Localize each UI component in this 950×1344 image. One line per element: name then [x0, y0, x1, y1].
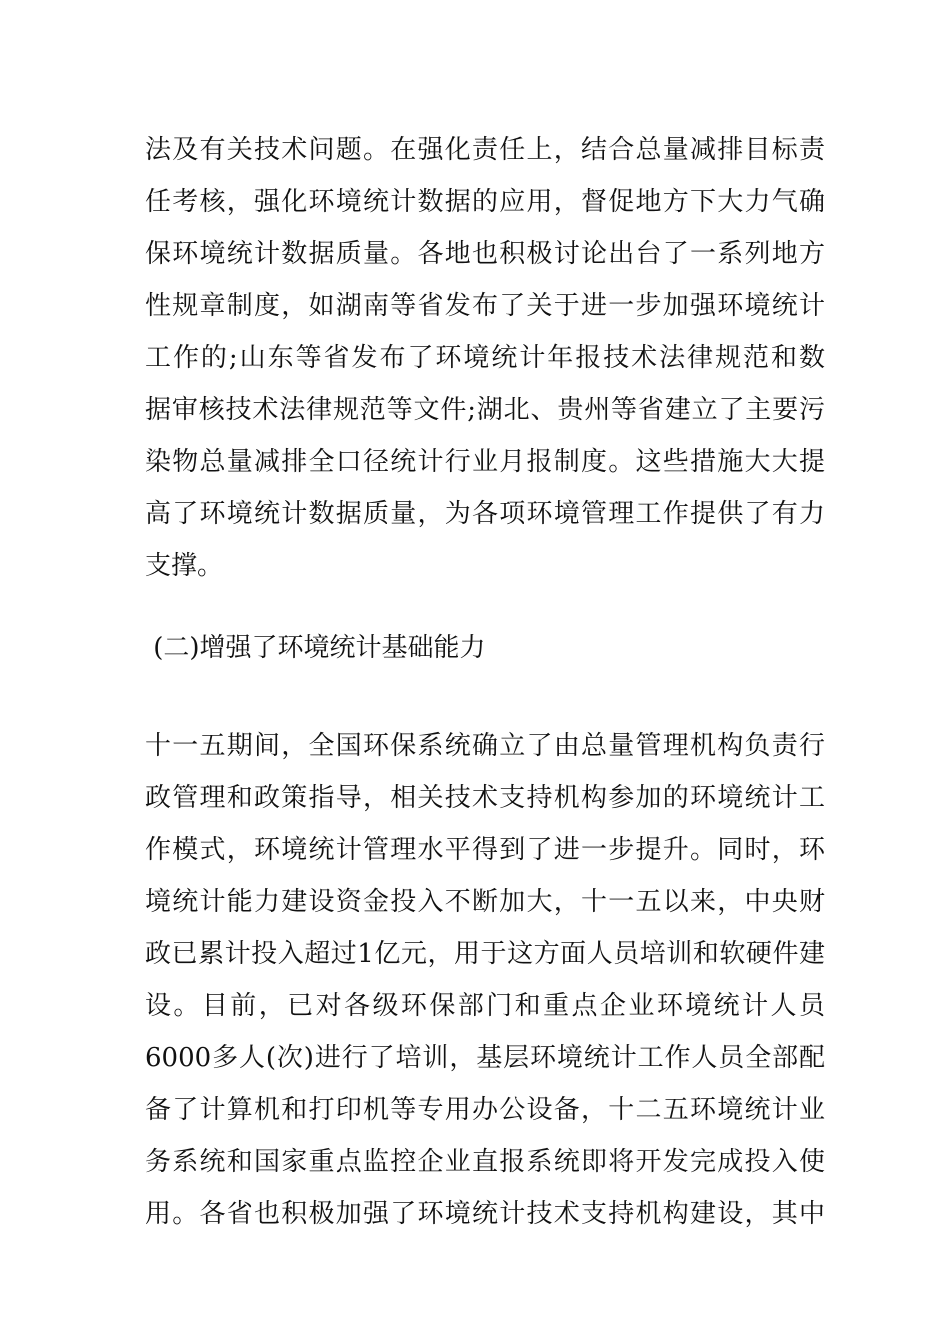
paragraph-2	[145, 720, 825, 1240]
text-line: 高了环境统计数据质量，为各项环境管理工作提供了有力	[145, 499, 825, 529]
text-line: 备了计算机和打印机等专用办公设备，十二五环境统计业	[145, 1095, 825, 1125]
text-line: 作模式，环境统计管理水平得到了进一步提升。同时，环	[145, 835, 825, 865]
text-line: 法及有关技术问题。在强化责任上，结合总量减排目标责	[145, 135, 825, 165]
text-line: 政管理和政策指导，相关技术支持机构参加的环境统计工	[145, 783, 825, 813]
text-line: 任考核，强化环境统计数据的应用，督促地方下大力气确	[145, 187, 825, 217]
text-line-last: 支撑。	[145, 551, 224, 581]
section-heading	[145, 622, 825, 674]
text-line: 十一五期间，全国环保系统确立了由总量管理机构负责行	[145, 731, 825, 761]
section-heading-text: (二)增强了环境统计基础能力	[145, 633, 486, 663]
text-line: 设。目前，已对各级环保部门和重点企业环境统计人员	[145, 991, 825, 1021]
text-line: 6000多人(次)进行了培训，基层环境统计工作人员全部配	[145, 1043, 825, 1073]
text-line: 务系统和国家重点监控企业直报系统即将开发完成投入使	[145, 1147, 825, 1177]
paragraph-1	[145, 124, 825, 592]
text-line: 境统计能力建设资金投入不断加大，十一五以来，中央财	[145, 887, 825, 917]
text-line: 政已累计投入超过1亿元，用于这方面人员培训和软硬件建	[145, 939, 825, 969]
text-line: 性规章制度，如湖南等省发布了关于进一步加强环境统计	[145, 291, 825, 321]
text-line: 工作的;山东等省发布了环境统计年报技术法律规范和数	[145, 343, 825, 373]
text-line: 保环境统计数据质量。各地也积极讨论出台了一系列地方	[145, 239, 825, 269]
text-line: 染物总量减排全口径统计行业月报制度。这些措施大大提	[145, 447, 825, 477]
text-line: 用。各省也积极加强了环境统计技术支持机构建设，其中	[145, 1199, 825, 1229]
text-line: 据审核技术法律规范等文件;湖北、贵州等省建立了主要污	[145, 395, 825, 425]
